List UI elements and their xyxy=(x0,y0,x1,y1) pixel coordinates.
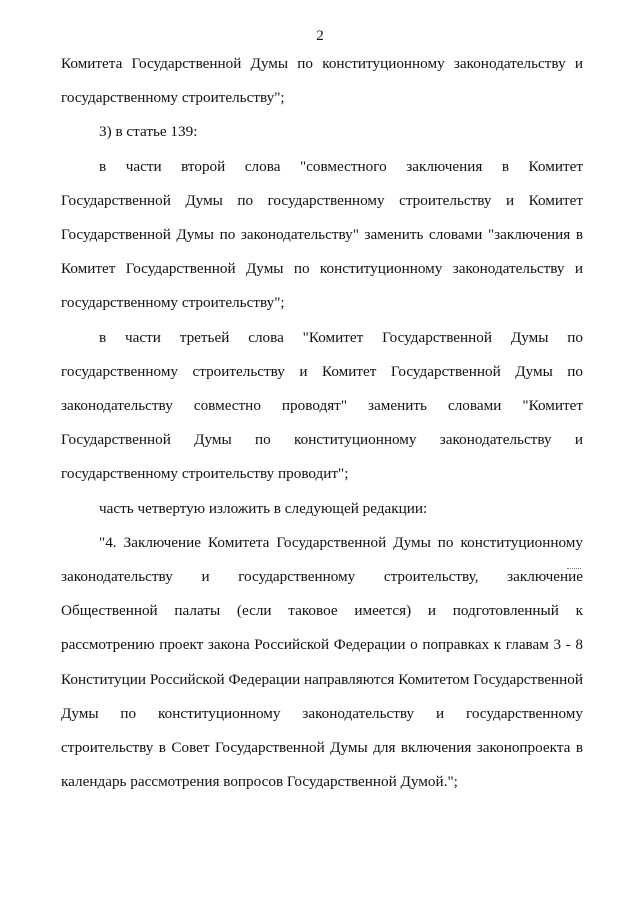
paragraph-part-four-intro: часть четвертую изложить в следующей редакции: xyxy=(99,499,428,517)
paragraph-part-four-text: "4. Заключение Комитета Государственной Думы по конституционному законодательству и государственному строительству, заключение Общественной палаты (если таковое имеется) и подготовленный к рассмотрению проект закона Российской Федерации о поправках к главам 3 - 8 Конституции Российской Федерации направляются Комитетом Государственной Думы по конституционному законодательству и государственному строительству в Совет Государственной Думы для включения законопроекта в календарь рассмотрения вопросов Государственной Думой."; xyxy=(61,533,583,791)
document-body xyxy=(61,47,583,799)
paragraph-continuation: Комитета Государственной Думы по конституционному законодательству и государственному строительству"; xyxy=(61,55,583,107)
paragraph-part-two: в части второй слова "совместного заключения в Комитет Государственной Думы по государственному строительству и Комитет Государственной Думы по законодательству" заменить словами "заключения в Комитет Государственной Думы по конституционному законодательству и государственному строительству"; xyxy=(61,157,583,312)
page-number: 2 xyxy=(316,28,324,44)
paragraph-article-139: 3) в статье 139: xyxy=(99,123,198,141)
scan-mark xyxy=(567,568,581,569)
paragraph-part-three: в части третьей слова "Комитет Государственной Думы по государственному строительству и Комитет Государственной Думы по законодательству совместно проводят" заменить словами "Комитет Государственной Думы по конституционному законодательству и государственному строительству проводит"; xyxy=(61,328,583,483)
